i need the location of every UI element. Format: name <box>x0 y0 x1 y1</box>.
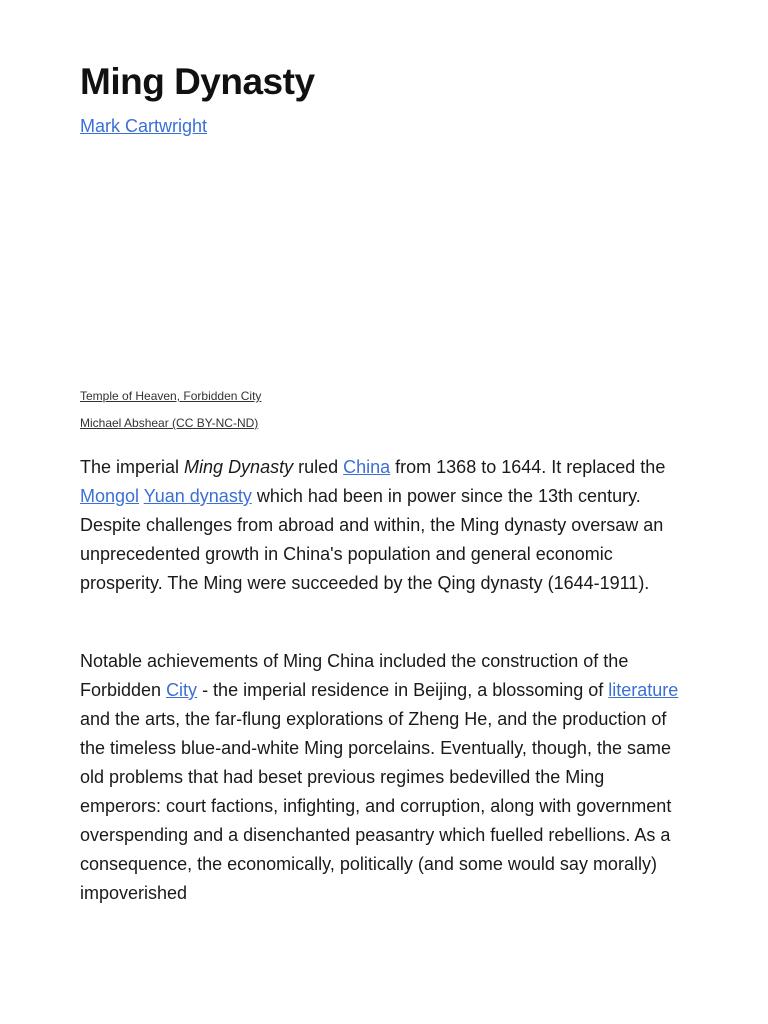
image-caption-title-link[interactable]: Temple of Heaven, Forbidden City <box>80 389 262 403</box>
text-segment: and the arts, the far-flung explorations of Zheng He, and the production of the timeless blue-and-white Ming porcelains. Eventually, though, the same old problems that had beset previous regimes bedevilled the Ming emperors: court factions, infighting, and corruption, along with government overspending and a disenchanted peasantry which fuelled rebellions. As a consequence, the economically, politically (and some would say morally) impoverished <box>80 709 672 903</box>
link-literature[interactable]: literature <box>608 680 679 700</box>
article-paragraph-1 <box>80 453 690 598</box>
link-mongol[interactable]: Mongol <box>80 486 140 506</box>
article-paragraph-2 <box>80 647 690 908</box>
image-credit-link[interactable]: Michael Abshear (CC BY-NC-ND) <box>80 416 259 430</box>
text-segment: The imperial <box>80 457 185 477</box>
article-image <box>80 150 690 375</box>
link-china[interactable]: China <box>343 457 391 477</box>
author-link[interactable]: Mark Cartwright <box>80 116 208 136</box>
emphasis-text: Ming Dynasty <box>184 457 294 477</box>
text-segment: which had been in power since the 13th century. Despite challenges from abroad and within, the Ming dynasty oversaw an unprecedented growth in China's population and general economic prosperity. The Ming were succeeded by the Qing dynasty (1644-1911). <box>80 486 664 593</box>
text-segment: - the imperial residence in Beijing, a blossoming of <box>197 680 609 700</box>
text-segment: ruled <box>293 457 344 477</box>
page-title: Ming Dynasty <box>80 61 315 102</box>
text-segment: Notable achievements of Ming China included the construction of the Forbidden <box>80 651 629 700</box>
link-city[interactable]: City <box>166 680 198 700</box>
text-segment: from 1368 to 1644. It replaced the <box>390 457 666 477</box>
link-yuan-dynasty[interactable]: Yuan dynasty <box>143 486 252 506</box>
